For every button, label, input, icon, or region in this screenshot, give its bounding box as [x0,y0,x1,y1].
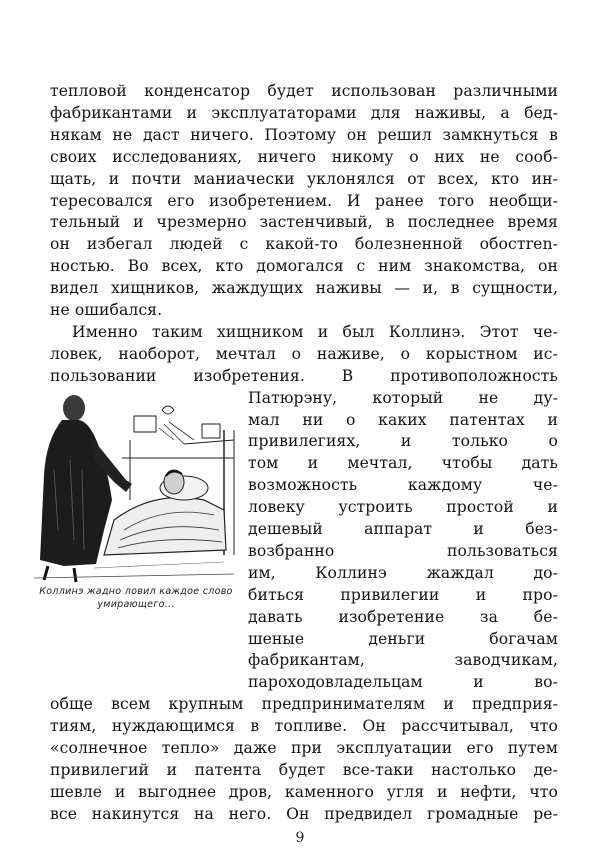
text-line: видел хищников, жаждущих наживы — и, в сущности, [50,279,558,298]
text-line: ловек, наоборот, мечтал о наживе, о корыстном ис- [50,344,558,363]
text-line: привилегий и патента будет все-таки настолько де- [50,760,558,779]
text-line: он избегал людей с какой-то болезненной обостren- [50,235,558,254]
text-line: тельный и чрезмерно застенчивый, в последнее время [50,213,558,232]
text-line: им, Коллинэ жаждал до- [248,563,558,582]
text-line: шеные деньги богачам [248,629,558,648]
text-line: фабрикантам, заводчикам, [248,651,558,670]
text-line: все накинутся на него. Он предвидел громадные ре- [50,804,558,823]
text-line: ловеку устроить простой и [248,498,558,517]
text-line: возможность каждому че- [248,476,558,495]
text-line: возбранно пользоваться [248,541,558,560]
text-line: биться привилегии и про- [248,585,558,604]
illustration [34,380,238,620]
illustration-caption [36,585,236,611]
text-line: тересовался его изобретением. И ранее того необщи- [50,191,558,210]
text-line: не ошибался. [50,301,163,319]
text-line: «солнечное тепло» даже при эксплуатации его путем [50,739,558,757]
text-line: мал ни о каких патентах и [248,410,558,429]
page-number: 9 [295,829,305,846]
text-line: пароходовладельцам и во- [248,673,558,692]
text-line: тепловой конденсатор будет использован различными [50,82,558,100]
text-line: привилегиях, и только о [248,432,558,451]
text-line: шевле и выгоднее дров, каменного угля и нефти, что [50,782,558,801]
paragraph-first-line: Именно таким хищником и был Коллинэ. Этот че- [72,322,558,341]
caption-line: Коллинэ жадно ловил каждое слово [39,585,233,597]
illustration-drawing [34,380,238,585]
text-line: ностью. Во всех, кто домогался с ним знакомства, он [50,257,558,276]
text-line: Патюрэну, который не ду- [248,388,558,407]
text-line: тиям, нуждающимся в топливе. Он рассчитывал, что [50,717,558,736]
text-line: пользовании изобретения. В противоположность [50,366,558,385]
caption-line: умирающего... [97,598,175,610]
text-line: щать, и почти маниачески уклонялся от всех, кто ин- [50,169,558,188]
text-line: някам не даст ничего. Поэтому он решил замкнуться в [50,125,558,144]
text-line: давать изобретение за бе- [248,607,558,626]
text-line: том и мечтал, чтобы дать [248,454,558,473]
text-line: фабрикантами и эксплуататорами для наживы, а бед- [50,103,558,122]
text-line: обще всем крупным предпринимателям и предприя- [50,695,558,714]
text-line: дешевый аппарат и без- [248,520,558,538]
text-line: своих исследованиях, ничего никому о них не сооб- [50,147,558,166]
